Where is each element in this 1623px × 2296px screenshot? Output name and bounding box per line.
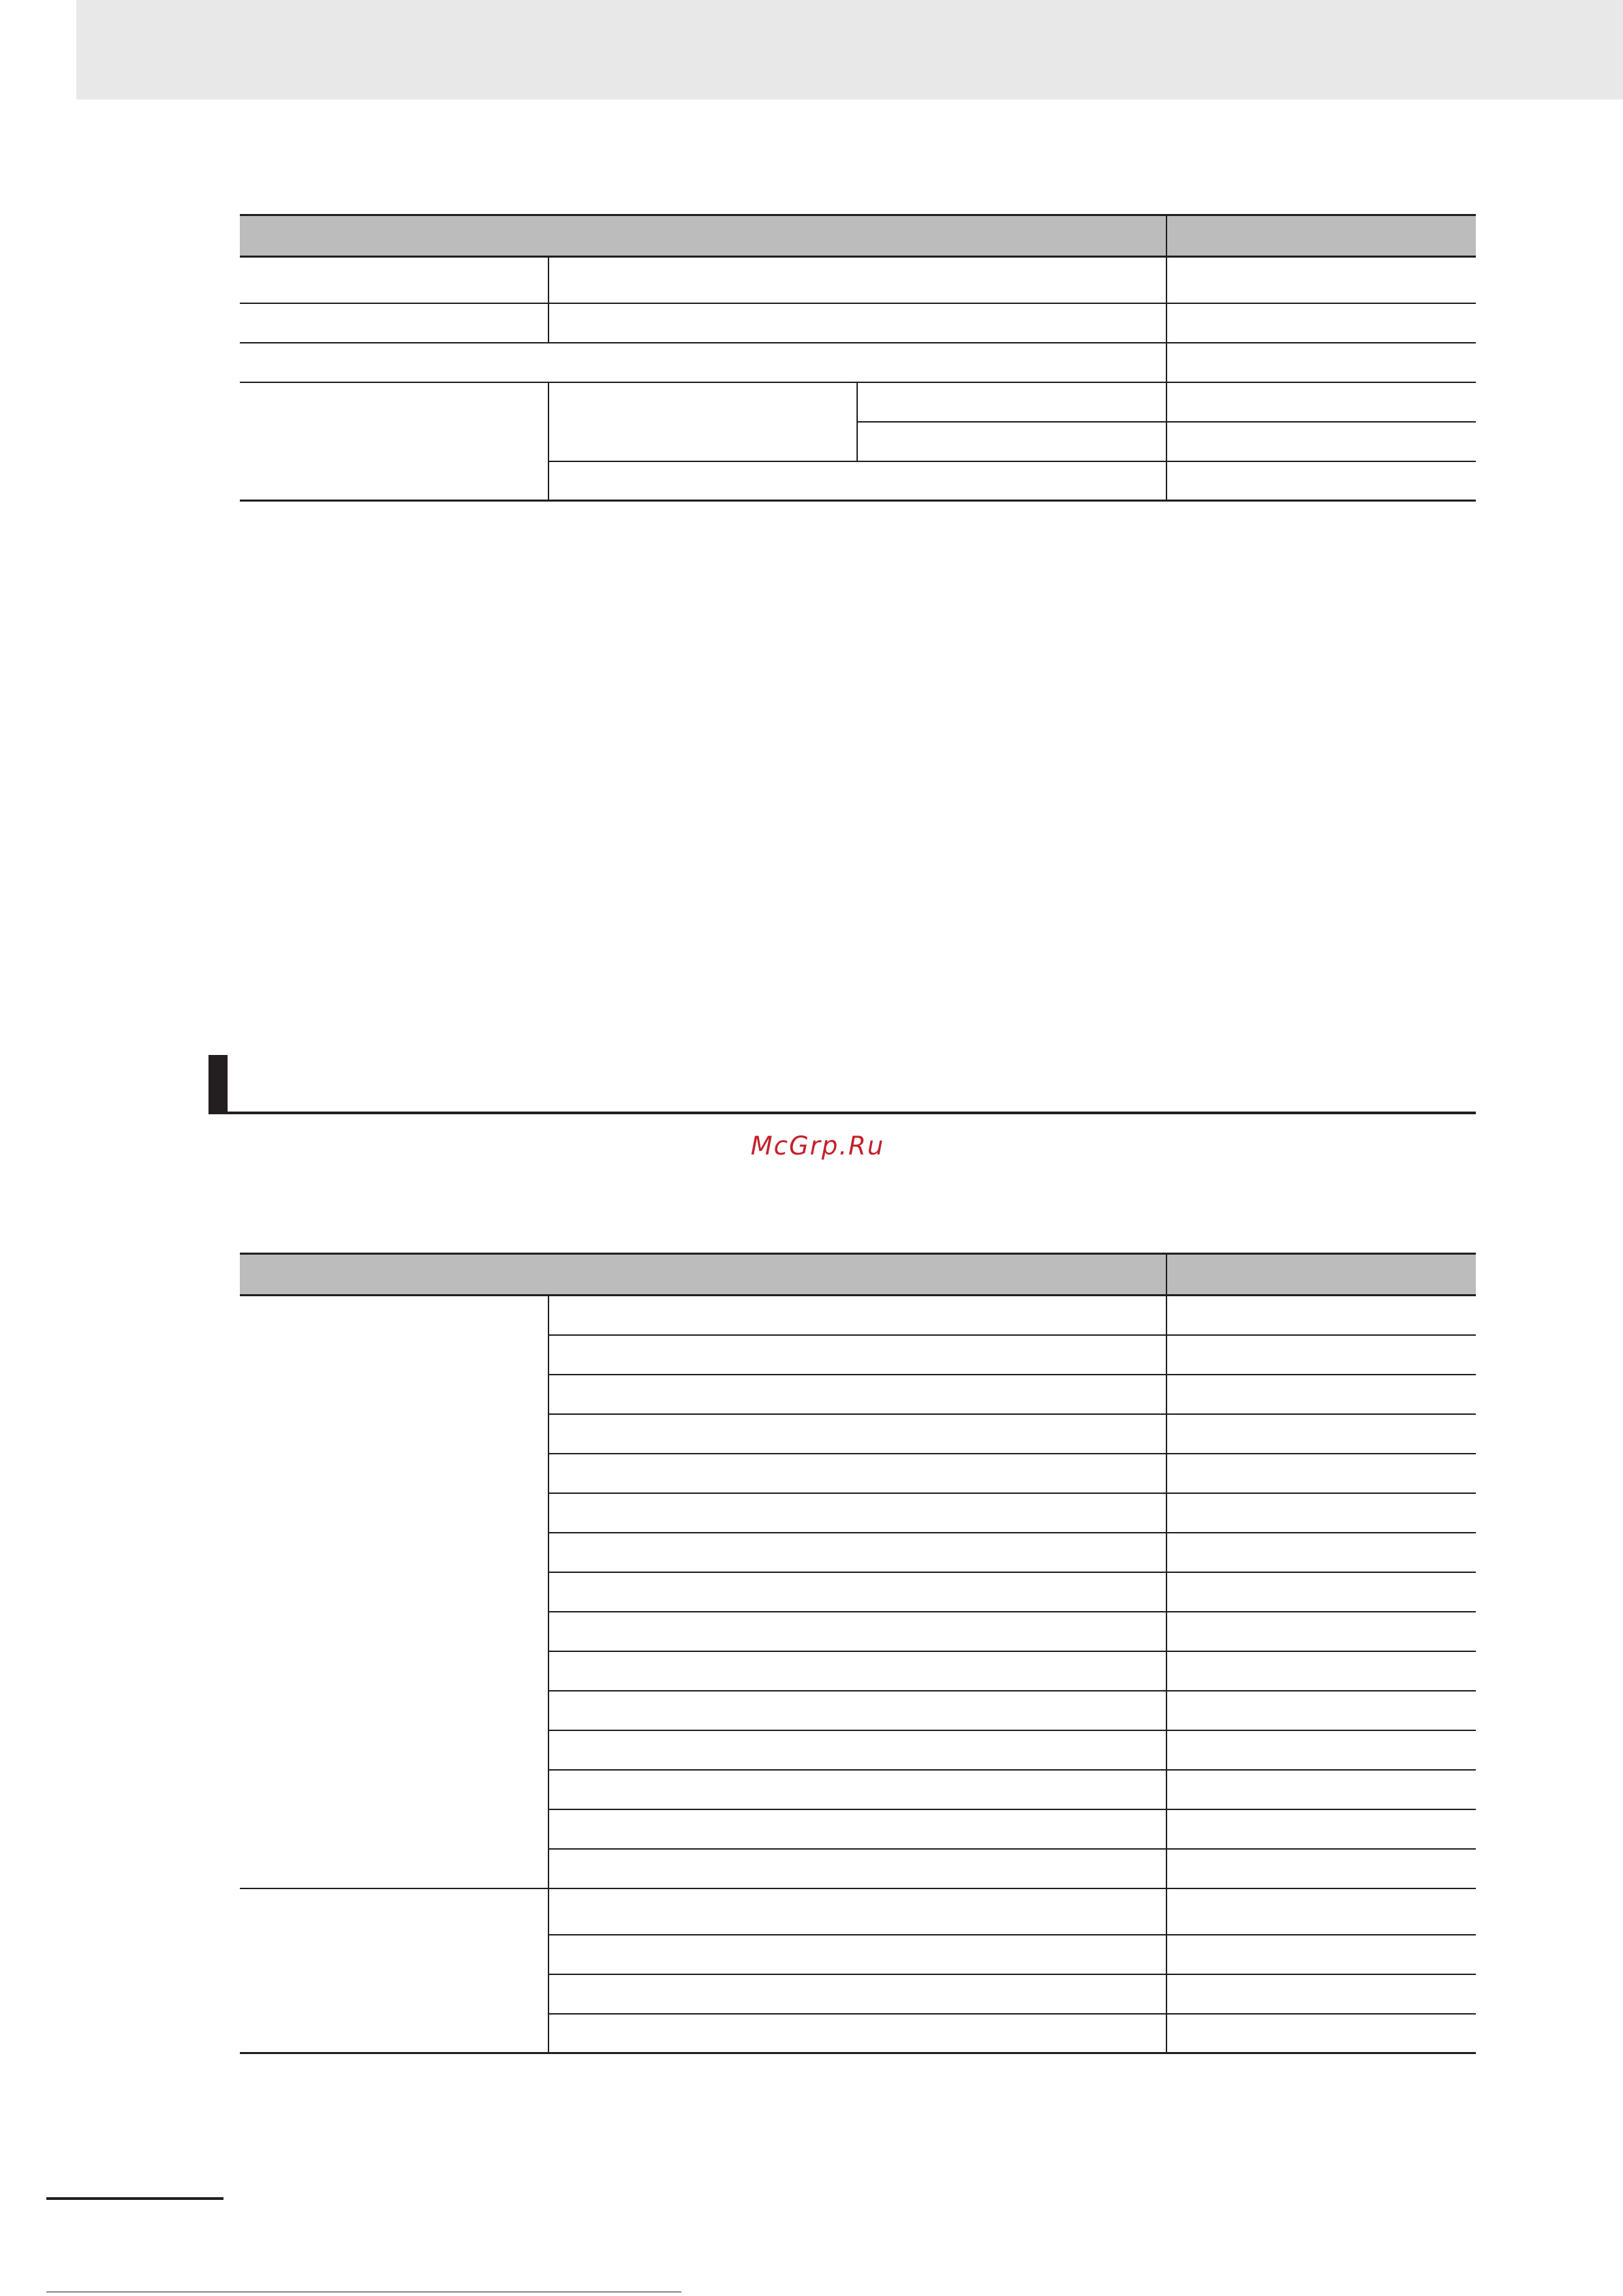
table-cell: [548, 1935, 1166, 1974]
table-row: [240, 1296, 1476, 1335]
table-cell: [548, 1335, 1166, 1375]
table-body: [240, 1296, 1476, 2053]
table-cell: [548, 1296, 1166, 1335]
table-row: [240, 257, 1476, 303]
table-cell: [1166, 1974, 1476, 2014]
table-group-cell: [240, 1296, 548, 1888]
table-cell: [548, 303, 1166, 343]
table-cell: [240, 257, 548, 303]
table-header-item: [240, 1254, 1166, 1296]
table-row: [240, 343, 1476, 382]
table-cell: [548, 1533, 1166, 1572]
table-cell: [1166, 1770, 1476, 1809]
page-header-band: [76, 0, 1623, 100]
table-cell: [1166, 1335, 1476, 1375]
table-cell: [548, 1414, 1166, 1454]
table-cell: [548, 1572, 1166, 1612]
table-cell: [1166, 1375, 1476, 1414]
page-bottom-line: [46, 2291, 681, 2293]
section-heading-rule: [208, 1112, 1476, 1114]
watermark-text: McGrp.Ru: [750, 1131, 885, 1161]
table-cell: [1166, 1414, 1476, 1454]
table-cell: [1166, 2014, 1476, 2053]
table-cell: [548, 1375, 1166, 1414]
table-row: [240, 382, 1476, 422]
table-cell: [1166, 1730, 1476, 1770]
table-cell: [548, 1849, 1166, 1888]
table-cell: [548, 1493, 1166, 1533]
table-row: [240, 303, 1476, 343]
table-cell: [548, 1651, 1166, 1691]
table-cell: [1166, 1296, 1476, 1335]
table-cell: [548, 1888, 1166, 1935]
table-cell: [857, 422, 1166, 461]
table-cell: [240, 343, 1166, 382]
table-cell: [548, 461, 1166, 501]
section-heading-marker: [208, 1055, 228, 1114]
table-cell: [548, 1730, 1166, 1770]
table-cell: [1166, 461, 1476, 501]
table-cell: [1166, 1809, 1476, 1849]
table-cell: [548, 2014, 1166, 2053]
table-header-value: [1166, 1254, 1476, 1296]
footer-rule: [46, 2197, 223, 2200]
table-cell: [1166, 1888, 1476, 1935]
table-header-item: [240, 215, 1166, 257]
table-cell: [1166, 343, 1476, 382]
table-cell: [1166, 1691, 1476, 1730]
table-cell: [1166, 1935, 1476, 1974]
table-cell: [1166, 1533, 1476, 1572]
table-cell: [240, 303, 548, 343]
table-cell: [548, 1770, 1166, 1809]
table-cell: [857, 382, 1166, 422]
table-group-cell: [240, 1888, 548, 2053]
table-header-value: [1166, 215, 1476, 257]
table-cell: [1166, 257, 1476, 303]
specification-table-1: [240, 214, 1476, 502]
table-cell: [1166, 382, 1476, 422]
table-cell: [548, 1809, 1166, 1849]
table-header-row: [240, 1254, 1476, 1296]
table-cell: [548, 1454, 1166, 1493]
table-cell: [548, 1612, 1166, 1651]
table-subgroup-cell: [548, 382, 857, 461]
table-cell: [1166, 303, 1476, 343]
table-cell: [548, 1974, 1166, 2014]
specification-table-2: [240, 1253, 1476, 2054]
table-cell: [548, 1691, 1166, 1730]
table-cell: [1166, 422, 1476, 461]
table-cell: [1166, 1849, 1476, 1888]
table-cell: [548, 257, 1166, 303]
table-cell: [1166, 1651, 1476, 1691]
table-cell: [1166, 1572, 1476, 1612]
table-cell: [1166, 1454, 1476, 1493]
table-cell: [1166, 1493, 1476, 1533]
table-header-row: [240, 215, 1476, 257]
table-group-cell: [240, 382, 548, 501]
table-row: [240, 1888, 1476, 1935]
table-cell: [1166, 1612, 1476, 1651]
